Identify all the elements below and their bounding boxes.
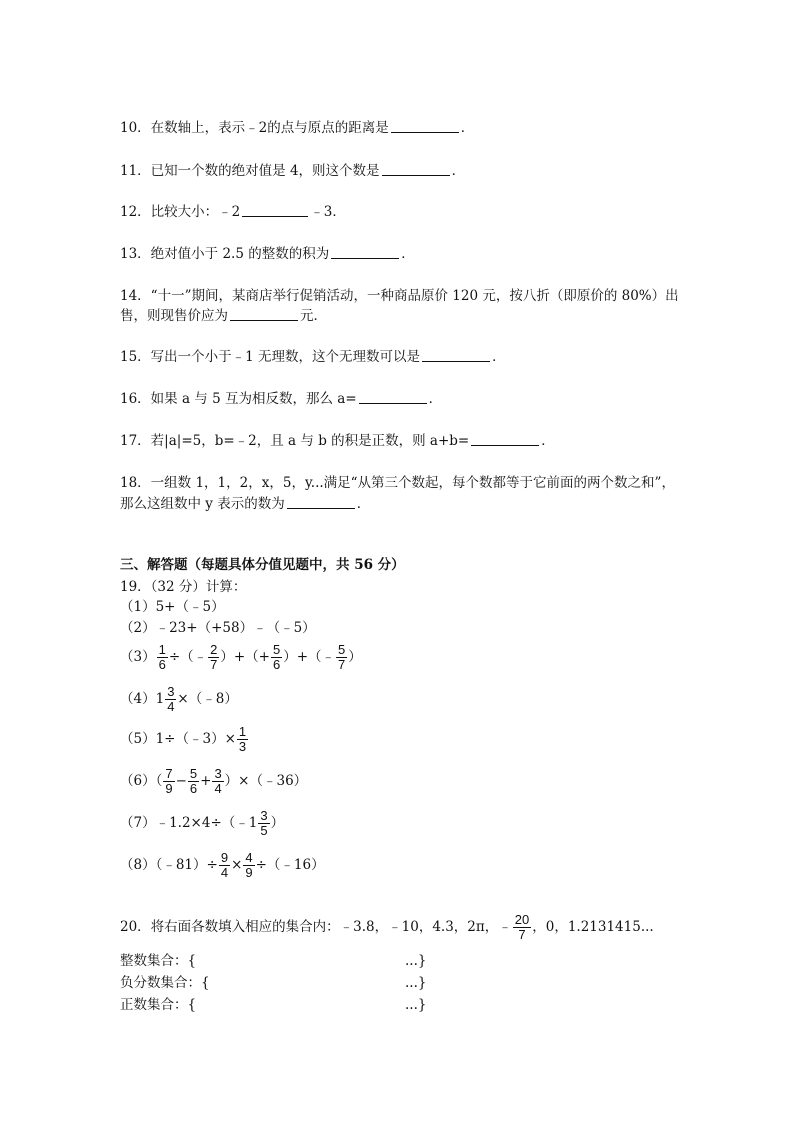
fraction: $\frac{3}{4}$ <box>167 684 175 714</box>
question-14-line1: 14．“十一”期间，某商店举行促销活动，一种商品原价 120 元，按八折（即原价的 80%）出 <box>120 288 679 304</box>
answer-blank[interactable] <box>331 245 399 259</box>
fraction: $\frac{1}{3}$ <box>238 724 247 754</box>
question-11: 11．已知一个数的绝对值是 4，则这个数是 ． <box>120 163 466 179</box>
fraction: $\frac{1}{6}$ <box>158 642 166 672</box>
question-18-line1: 18．一组数 1，1，2，x，5，y...满足“从第三个数起，每个数都等于它前面的两个数之和”， <box>120 475 675 491</box>
set-positive-end: ...} <box>405 997 427 1013</box>
question-19-part-1: （1）5+（﹣5） <box>120 599 225 615</box>
question-19-title: 19．（32 分）计算： <box>120 579 247 595</box>
fraction: $\frac{2}{7}$ <box>210 642 218 672</box>
question-14-line2: 售，则现售价应为 元． <box>120 308 327 324</box>
question-16: 16．如果 a 与 5 互为相反数，那么 a= ． <box>120 391 443 407</box>
set-negative-fractions-label: 负分数集合：{ <box>120 975 210 991</box>
fraction: $\frac{20}{7}$ <box>514 912 530 942</box>
answer-blank[interactable] <box>230 307 298 321</box>
answer-blank[interactable] <box>391 119 459 133</box>
fraction: $\frac{5}{7}$ <box>338 642 346 672</box>
fraction: $\frac{5}{6}$ <box>189 766 198 796</box>
answer-blank[interactable] <box>359 390 427 404</box>
question-19-part-7: （7）﹣1.2×4÷（﹣1 $\frac{3}{5}$ ） <box>120 808 285 838</box>
question-18-line2: 那么这组数中 y 表示的数为 ． <box>120 496 371 512</box>
question-15: 15．写出一个小于﹣1 无理数，这个无理数可以是 ． <box>120 349 506 365</box>
question-10: 10．在数轴上，表示﹣2的点与原点的距离是 ． <box>120 120 475 136</box>
fraction: $\frac{5}{6}$ <box>273 642 281 672</box>
question-12: 12．比较大小：﹣2 ﹣3． <box>120 204 346 220</box>
question-17: 17．若|a|=5，b=﹣2，且 a 与 b 的积是正数，则 a+b= ． <box>120 433 555 449</box>
question-19-part-2: （2）﹣23+（+58）﹣（﹣5） <box>120 620 316 636</box>
question-19-part-3: （3） $\frac{1}{6}$ ÷（﹣ $\frac{2}{7}$ ）+（+ $\frac{5}{6}$ ）+（﹣ $\frac{5}{7}$ ） <box>120 642 362 672</box>
answer-blank[interactable] <box>471 432 539 446</box>
fraction: $\frac{4}{9}$ <box>245 850 253 880</box>
fraction: $\frac{7}{9}$ <box>165 766 173 796</box>
question-13: 13．绝对值小于 2.5 的整数的积为 ． <box>120 246 415 262</box>
set-integers-label: 整数集合：{ <box>120 953 197 969</box>
question-19-part-4: （4）1 $\frac{3}{4}$ ×（﹣8） <box>120 684 238 714</box>
set-positive-label: 正数集合：{ <box>120 997 197 1013</box>
answer-blank[interactable] <box>382 162 450 176</box>
question-20: 20．将右面各数填入相应的集合内：﹣3.8，﹣10，4.3，2π，﹣ $\frac{20}{7}$ ，0，1.2131415... <box>120 912 654 942</box>
answer-blank[interactable] <box>422 348 490 362</box>
fraction: $\frac{3}{5}$ <box>260 808 268 838</box>
set-negative-fractions-end: ...} <box>405 975 427 991</box>
question-19-part-6: （6）（ $\frac{7}{9}$ − $\frac{5}{6}$ + $\frac{3}{4}$ ）×（﹣36） <box>120 766 308 796</box>
section-3-heading: 三、解答题（每题具体分值见题中，共 56 分） <box>120 557 405 573</box>
answer-blank[interactable] <box>242 203 308 217</box>
answer-blank[interactable] <box>287 495 355 509</box>
question-19-part-8: （8）（﹣81）÷ $\frac{9}{4}$ × $\frac{4}{9}$ ÷（﹣16） <box>120 850 325 880</box>
fraction: $\frac{9}{4}$ <box>220 850 229 880</box>
set-integers-end: ...} <box>405 953 427 969</box>
fraction: $\frac{3}{4}$ <box>214 766 222 796</box>
question-19-part-5: （5）1÷（﹣3）× $\frac{1}{3}$ <box>120 724 247 754</box>
